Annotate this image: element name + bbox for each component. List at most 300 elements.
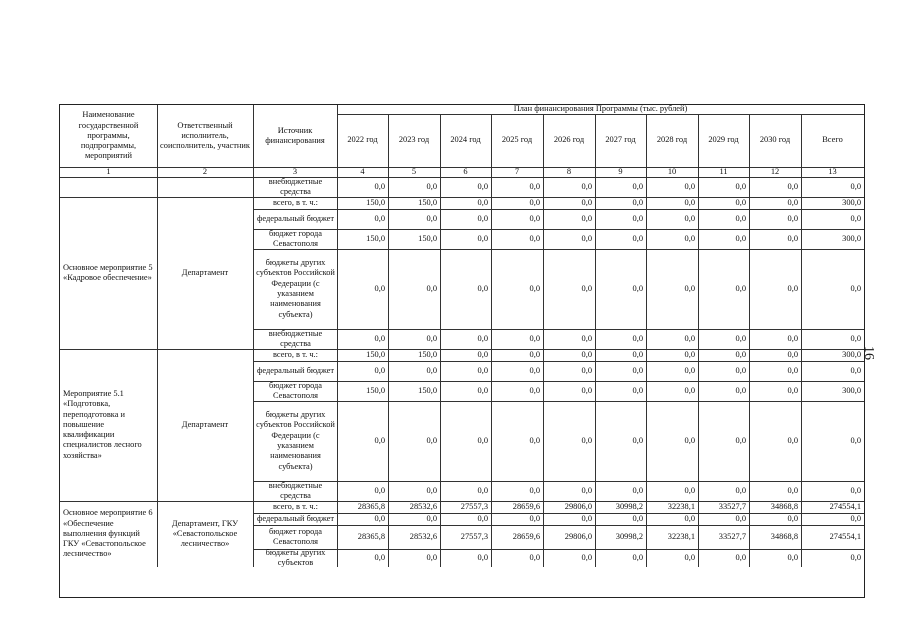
column-rule <box>698 209 699 229</box>
value-cell: 0,0 <box>374 283 385 293</box>
value-cell: 0,0 <box>426 513 437 523</box>
value-cell: 0,0 <box>684 213 695 223</box>
value-cell: 0,0 <box>477 333 488 343</box>
value-cell: 0,0 <box>787 213 798 223</box>
column-rule <box>595 197 596 209</box>
value-cell: 0,0 <box>374 435 385 445</box>
value-cell: 274554,1 <box>829 501 861 511</box>
column-rule <box>543 381 544 401</box>
column-rule <box>440 525 441 549</box>
value-cell: 0,0 <box>529 197 540 207</box>
column-rule <box>253 329 254 349</box>
column-rule <box>440 513 441 525</box>
column-rule <box>801 177 802 197</box>
column-rule <box>646 549 647 567</box>
column-rule <box>388 249 389 329</box>
value-cell: 0,0 <box>529 333 540 343</box>
column-rule <box>543 401 544 481</box>
column-rule <box>595 549 596 567</box>
value-cell: 0,0 <box>581 181 592 191</box>
column-rule <box>543 249 544 329</box>
header-col-number: 5 <box>411 167 417 176</box>
value-cell: 0,0 <box>426 435 437 445</box>
column-rule <box>543 349 544 361</box>
column-rule <box>491 401 492 481</box>
column-rule <box>157 197 158 349</box>
column-rule <box>801 481 802 501</box>
column-rule <box>337 401 338 481</box>
value-cell: 0,0 <box>426 552 437 562</box>
column-rule <box>595 249 596 329</box>
row-rule <box>337 114 864 115</box>
value-cell: 0,0 <box>374 485 385 495</box>
value-cell: 0,0 <box>787 283 798 293</box>
value-cell: 0,0 <box>735 435 746 445</box>
group-responsible: Департамент, ГКУ «Севастопольское лесничество» <box>171 518 239 549</box>
column-rule <box>440 209 441 229</box>
value-cell: 0,0 <box>632 283 643 293</box>
column-rule <box>801 501 802 513</box>
column-rule <box>595 177 596 197</box>
value-cell: 0,0 <box>850 333 861 343</box>
column-rule <box>646 361 647 381</box>
value-cell: 0,0 <box>850 552 861 562</box>
column-rule <box>491 381 492 401</box>
column-rule <box>253 501 254 513</box>
column-rule <box>698 177 699 197</box>
value-cell: 0,0 <box>374 181 385 191</box>
value-cell: 0,0 <box>374 365 385 375</box>
value-cell: 0,0 <box>787 385 798 395</box>
value-cell: 0,0 <box>529 233 540 243</box>
column-rule <box>698 401 699 481</box>
value-cell: 300,0 <box>842 349 861 359</box>
column-rule <box>595 349 596 361</box>
value-cell: 150,0 <box>366 197 385 207</box>
value-cell: 300,0 <box>842 233 861 243</box>
column-rule <box>440 361 441 381</box>
column-rule <box>749 349 750 361</box>
value-cell: 28532,6 <box>409 531 437 541</box>
column-rule <box>440 177 441 197</box>
header-source: Источник финансирования <box>265 125 325 145</box>
value-cell: 0,0 <box>787 349 798 359</box>
value-cell: 0,0 <box>581 197 592 207</box>
column-rule <box>253 401 254 481</box>
column-rule <box>491 114 492 177</box>
header-year: 2025 год <box>501 135 533 145</box>
column-rule <box>337 549 338 567</box>
value-cell: 150,0 <box>418 385 437 395</box>
value-cell: 28365,8 <box>357 501 385 511</box>
column-rule <box>749 525 750 549</box>
value-cell: 0,0 <box>684 435 695 445</box>
header-year: 2029 год <box>708 135 739 145</box>
column-rule <box>491 177 492 197</box>
group-responsible: Департамент <box>181 419 229 429</box>
column-rule <box>491 481 492 501</box>
value-cell: 0,0 <box>684 485 695 495</box>
value-cell: 150,0 <box>418 349 437 359</box>
column-rule <box>253 209 254 229</box>
value-cell: 0,0 <box>787 181 798 191</box>
column-rule <box>698 329 699 349</box>
value-cell: 0,0 <box>581 333 592 343</box>
value-cell: 34868,8 <box>770 501 798 511</box>
header-year: 2027 год <box>605 135 636 145</box>
column-rule <box>491 549 492 567</box>
column-rule <box>491 329 492 349</box>
value-cell: 0,0 <box>426 333 437 343</box>
header-year: 2026 год <box>553 135 585 145</box>
column-rule <box>388 513 389 525</box>
value-cell: 0,0 <box>684 385 695 395</box>
column-rule <box>646 329 647 349</box>
value-cell: 150,0 <box>366 349 385 359</box>
column-rule <box>646 114 647 177</box>
column-rule <box>491 229 492 249</box>
column-rule <box>543 481 544 501</box>
column-rule <box>337 349 338 361</box>
value-cell: 0,0 <box>632 233 643 243</box>
value-cell: 0,0 <box>477 485 488 495</box>
value-cell: 0,0 <box>787 197 798 207</box>
value-cell: 0,0 <box>632 333 643 343</box>
value-cell: 150,0 <box>418 233 437 243</box>
column-rule <box>646 249 647 329</box>
column-rule <box>157 177 158 197</box>
column-rule <box>749 114 750 177</box>
column-rule <box>801 229 802 249</box>
column-rule <box>801 209 802 229</box>
column-rule <box>253 481 254 501</box>
value-cell: 0,0 <box>632 485 643 495</box>
value-cell: 0,0 <box>632 181 643 191</box>
column-rule <box>749 209 750 229</box>
column-rule <box>388 329 389 349</box>
value-cell: 30998,2 <box>615 501 643 511</box>
column-rule <box>337 525 338 549</box>
column-rule <box>698 197 699 209</box>
value-cell: 0,0 <box>529 513 540 523</box>
value-cell: 0,0 <box>684 333 695 343</box>
value-cell: 0,0 <box>529 552 540 562</box>
column-rule <box>749 177 750 197</box>
value-cell: 0,0 <box>735 181 746 191</box>
value-cell: 0,0 <box>477 213 488 223</box>
column-rule <box>595 229 596 249</box>
value-cell: 150,0 <box>418 197 437 207</box>
group-name: Основное мероприятие 5 «Кадровое обеспечение» <box>63 262 153 282</box>
group-name: Мероприятие 5.1 «Подготовка, переподготовка и повышение квалификации специалистов лесного хозяйства» <box>63 388 142 460</box>
column-rule <box>157 105 158 177</box>
value-cell: 0,0 <box>477 181 488 191</box>
value-cell: 0,0 <box>477 385 488 395</box>
column-rule <box>491 209 492 229</box>
column-rule <box>440 381 441 401</box>
value-cell: 0,0 <box>581 233 592 243</box>
source-cell: бюджеты других субъектов Российской Федерации (с указанием наименования субъекта) <box>256 410 335 471</box>
column-rule <box>543 513 544 525</box>
value-cell: 0,0 <box>477 435 488 445</box>
row-rule <box>60 167 864 168</box>
financing-table <box>59 104 865 598</box>
value-cell: 0,0 <box>374 552 385 562</box>
column-rule <box>646 197 647 209</box>
column-rule <box>253 229 254 249</box>
column-rule <box>337 249 338 329</box>
value-cell: 0,0 <box>529 349 540 359</box>
value-cell: 0,0 <box>787 552 798 562</box>
column-rule <box>801 197 802 209</box>
group-responsible <box>157 177 253 197</box>
value-cell: 0,0 <box>581 283 592 293</box>
value-cell: 0,0 <box>426 365 437 375</box>
header-year: 2028 год <box>656 135 688 145</box>
group-name: Основное мероприятие 6 «Обеспечение выполнения функций ГКУ «Севастопольское лесничество» <box>63 508 153 559</box>
column-rule <box>749 249 750 329</box>
column-rule <box>337 197 338 209</box>
value-cell: 0,0 <box>632 513 643 523</box>
value-cell: 0,0 <box>426 213 437 223</box>
column-rule <box>491 361 492 381</box>
value-cell: 0,0 <box>581 552 592 562</box>
source-cell: бюджет города Севастополя <box>268 526 323 546</box>
value-cell: 0,0 <box>735 333 746 343</box>
header-name: Наименование государственной программы, подпрограммы, мероприятий <box>78 110 139 161</box>
column-rule <box>595 329 596 349</box>
value-cell: 0,0 <box>850 213 861 223</box>
column-rule <box>253 361 254 381</box>
value-cell: 0,0 <box>735 349 746 359</box>
value-cell: 0,0 <box>632 435 643 445</box>
value-cell: 0,0 <box>529 385 540 395</box>
value-cell: 0,0 <box>735 283 746 293</box>
column-rule <box>491 349 492 361</box>
source-cell: бюджеты других субъектов <box>265 549 326 567</box>
column-rule <box>253 525 254 549</box>
value-cell: 150,0 <box>366 385 385 395</box>
column-rule <box>491 249 492 329</box>
column-rule <box>543 229 544 249</box>
value-cell: 29806,0 <box>564 501 592 511</box>
value-cell: 0,0 <box>735 365 746 375</box>
value-cell: 0,0 <box>850 365 861 375</box>
column-rule <box>698 549 699 567</box>
column-rule <box>801 114 802 177</box>
value-cell: 0,0 <box>735 197 746 207</box>
header-year: 2023 год <box>398 135 430 145</box>
value-cell: 0,0 <box>632 365 643 375</box>
column-rule <box>595 361 596 381</box>
column-rule <box>801 329 802 349</box>
column-rule <box>749 501 750 513</box>
value-cell: 0,0 <box>581 385 592 395</box>
value-cell: 0,0 <box>735 213 746 223</box>
source-cell: бюджет города Севастополя <box>268 229 323 248</box>
column-rule <box>157 349 158 501</box>
value-cell: 0,0 <box>529 365 540 375</box>
value-cell: 27557,3 <box>460 501 488 511</box>
value-cell: 0,0 <box>632 349 643 359</box>
column-rule <box>491 197 492 209</box>
value-cell: 0,0 <box>787 333 798 343</box>
column-rule <box>646 229 647 249</box>
value-cell: 0,0 <box>684 349 695 359</box>
value-cell: 0,0 <box>787 513 798 523</box>
column-rule <box>388 381 389 401</box>
column-rule <box>388 349 389 361</box>
column-rule <box>337 329 338 349</box>
value-cell: 32238,1 <box>667 531 695 541</box>
column-rule <box>253 105 254 177</box>
column-rule <box>749 481 750 501</box>
column-rule <box>749 197 750 209</box>
source-cell: бюджет города Севастополя <box>268 381 323 400</box>
value-cell: 28659,6 <box>512 501 540 511</box>
value-cell: 0,0 <box>632 197 643 207</box>
value-cell: 0,0 <box>426 283 437 293</box>
column-rule <box>801 549 802 567</box>
column-rule <box>749 361 750 381</box>
source-cell: внебюджетные средства <box>268 481 323 500</box>
group-name <box>60 177 157 197</box>
column-rule <box>698 525 699 549</box>
column-rule <box>157 501 158 567</box>
column-rule <box>801 525 802 549</box>
column-rule <box>253 197 254 209</box>
value-cell: 0,0 <box>581 349 592 359</box>
value-cell: 0,0 <box>529 213 540 223</box>
header-col-number: 12 <box>770 167 780 176</box>
column-rule <box>253 381 254 401</box>
column-rule <box>543 197 544 209</box>
source-cell: всего, в т. ч.: <box>273 501 318 511</box>
column-rule <box>801 381 802 401</box>
column-rule <box>543 209 544 229</box>
source-cell: внебюджетные средства <box>268 329 323 348</box>
column-rule <box>491 525 492 549</box>
column-rule <box>253 177 254 197</box>
column-rule <box>337 361 338 381</box>
value-cell: 0,0 <box>529 435 540 445</box>
value-cell: 150,0 <box>366 233 385 243</box>
column-rule <box>646 525 647 549</box>
column-rule <box>388 229 389 249</box>
column-rule <box>749 229 750 249</box>
column-rule <box>698 114 699 177</box>
column-rule <box>440 197 441 209</box>
value-cell: 0,0 <box>477 513 488 523</box>
column-rule <box>749 549 750 567</box>
header-year: Всего <box>822 135 843 145</box>
value-cell: 0,0 <box>374 513 385 523</box>
column-rule <box>801 249 802 329</box>
column-rule <box>388 401 389 481</box>
column-rule <box>543 501 544 513</box>
column-rule <box>491 513 492 525</box>
value-cell: 274554,1 <box>829 531 861 541</box>
value-cell: 28532,6 <box>409 501 437 511</box>
value-cell: 0,0 <box>684 513 695 523</box>
value-cell: 0,0 <box>850 485 861 495</box>
column-rule <box>595 114 596 177</box>
column-rule <box>698 249 699 329</box>
column-rule <box>388 114 389 177</box>
value-cell: 0,0 <box>426 181 437 191</box>
column-rule <box>749 381 750 401</box>
source-cell: бюджеты других субъектов Российской Федерации (с указанием наименования субъекта) <box>256 258 335 319</box>
value-cell: 0,0 <box>735 233 746 243</box>
column-rule <box>646 501 647 513</box>
value-cell: 0,0 <box>632 213 643 223</box>
column-rule <box>253 513 254 525</box>
value-cell: 0,0 <box>581 513 592 523</box>
value-cell: 28365,8 <box>357 531 385 541</box>
column-rule <box>388 177 389 197</box>
column-rule <box>595 525 596 549</box>
column-rule <box>698 513 699 525</box>
source-cell: федеральный бюджет <box>256 365 335 375</box>
column-rule <box>749 401 750 481</box>
value-cell: 33527,7 <box>718 531 746 541</box>
header-responsible: Ответственный исполнитель, соисполнитель, участник <box>160 120 250 151</box>
value-cell: 0,0 <box>850 283 861 293</box>
column-rule <box>595 381 596 401</box>
column-rule <box>491 501 492 513</box>
column-rule <box>440 229 441 249</box>
column-rule <box>543 525 544 549</box>
header-year: 2022 год <box>347 135 378 145</box>
column-rule <box>543 329 544 349</box>
column-rule <box>388 209 389 229</box>
column-rule <box>595 209 596 229</box>
column-rule <box>646 349 647 361</box>
header-col-number: 6 <box>463 167 468 176</box>
value-cell: 0,0 <box>529 485 540 495</box>
column-rule <box>749 513 750 525</box>
column-rule <box>698 229 699 249</box>
column-rule <box>388 525 389 549</box>
value-cell: 0,0 <box>850 181 861 191</box>
value-cell: 0,0 <box>529 181 540 191</box>
column-rule <box>646 513 647 525</box>
value-cell: 0,0 <box>477 283 488 293</box>
column-rule <box>440 481 441 501</box>
header-plan: План финансирования Программы (тыс. рублей) <box>513 105 688 114</box>
value-cell: 0,0 <box>787 365 798 375</box>
column-rule <box>388 549 389 567</box>
value-cell: 300,0 <box>842 197 861 207</box>
column-rule <box>337 105 338 177</box>
column-rule <box>543 114 544 177</box>
column-rule <box>646 481 647 501</box>
header-col-number: 3 <box>292 167 298 176</box>
value-cell: 0,0 <box>477 233 488 243</box>
column-rule <box>253 549 254 567</box>
column-rule <box>543 361 544 381</box>
column-rule <box>440 114 441 177</box>
value-cell: 0,0 <box>529 283 540 293</box>
column-rule <box>337 513 338 525</box>
header-col-number: 10 <box>667 167 677 176</box>
value-cell: 0,0 <box>787 485 798 495</box>
value-cell: 0,0 <box>850 513 861 523</box>
column-rule <box>646 381 647 401</box>
header-col-number: 7 <box>514 167 520 176</box>
header-year: 2024 год <box>450 135 481 145</box>
value-cell: 0,0 <box>581 435 592 445</box>
